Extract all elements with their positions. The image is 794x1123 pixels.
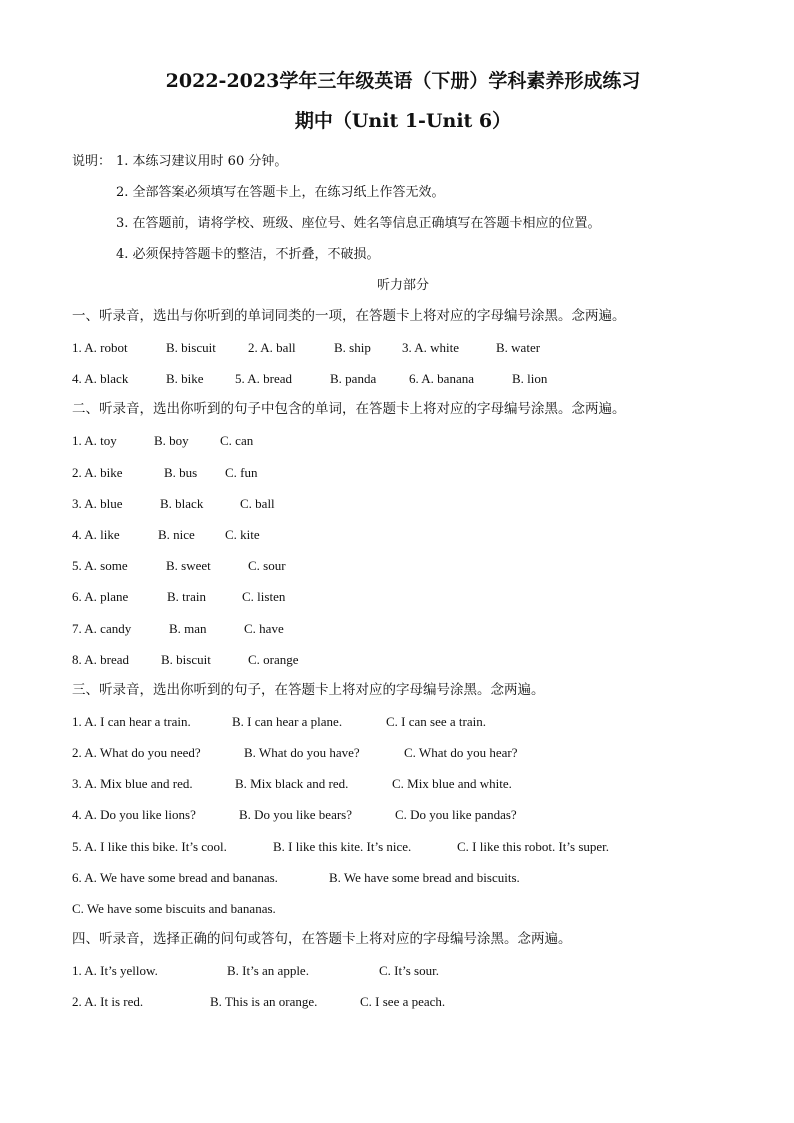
- question-option: 1. A. It’s yellow.: [72, 963, 158, 979]
- question-option: 3. A. blue: [72, 495, 123, 511]
- question-option: B. nice: [158, 526, 195, 542]
- question-option: 6. A. banana: [409, 371, 474, 387]
- question-row: [72, 986, 734, 1017]
- question-option: B. I like this kite. It’s nice.: [273, 838, 412, 854]
- question-option: C. Do you like pandas?: [395, 807, 517, 823]
- question-option: 1. A. robot: [72, 340, 128, 355]
- question-row: [72, 488, 734, 519]
- question-row: [72, 893, 734, 924]
- question-option: B. This is an orange.: [210, 994, 318, 1010]
- question-row: [72, 831, 734, 862]
- question-option: B. What do you have?: [244, 745, 360, 761]
- question-option: 2. A. It is red.: [72, 994, 144, 1010]
- question-row: [72, 644, 734, 675]
- instruction-item: 2. 全部答案必须填写在答题卡上，在练习纸上作答无效。: [116, 185, 445, 200]
- question-row: [72, 363, 734, 394]
- question-option: B. It’s an apple.: [227, 963, 309, 979]
- question-row: [72, 799, 734, 830]
- question-option: 2. A. bike: [72, 464, 123, 480]
- question-row: [72, 613, 734, 644]
- instructions-label: 说明：: [72, 154, 112, 169]
- question-option: C. kite: [225, 526, 260, 542]
- question-row: [72, 706, 734, 737]
- question-option: C. I like this robot. It’s super.: [457, 838, 610, 854]
- question-option: B. biscuit: [161, 651, 211, 667]
- question-option: B. lion: [512, 371, 548, 387]
- question-option: B. man: [169, 620, 207, 636]
- page-subtitle: 期中（Unit 1-Unit 6）: [294, 110, 512, 132]
- instruction-item: 1. 本练习建议用时 60 分钟。: [116, 154, 288, 169]
- page-title: 2022-2023学年三年级英语（下册）学科素养形成练习: [165, 70, 641, 92]
- question-option: C. I see a peach.: [360, 994, 446, 1010]
- question-option: 3. A. white: [402, 340, 460, 355]
- section-2-heading: 二、听录音，选出你听到的句子中包含的单词，在答题卡上将对应的字母编号涂黑。念两遍。: [72, 401, 626, 418]
- question-option: C. Mix blue and white.: [392, 776, 512, 792]
- question-row: [72, 737, 734, 768]
- question-option: 4. A. like: [72, 526, 120, 542]
- question-option: 6. A. plane: [72, 589, 129, 605]
- question-option: 7. A. candy: [72, 620, 132, 636]
- question-option: B. black: [160, 495, 204, 511]
- question-option: 5. A. bread: [235, 371, 293, 387]
- question-option: 5. A. some: [72, 558, 128, 574]
- question-row: [72, 425, 734, 456]
- section-1-heading: 一、听录音，选出与你听到的单词同类的一项，在答题卡上将对应的字母编号涂黑。念两遍。: [72, 308, 626, 324]
- question-option: B. train: [167, 589, 206, 605]
- question-row: [72, 332, 734, 363]
- instructions: [72, 146, 734, 270]
- question-option: B. Mix black and red.: [235, 776, 349, 792]
- question-option: C. orange: [248, 651, 299, 667]
- question-option: 2. A. ball: [248, 340, 296, 355]
- question-option: 1. A. toy: [72, 433, 117, 449]
- question-option: 5. A. I like this bike. It’s cool.: [72, 838, 227, 854]
- question-option: B. We have some bread and biscuits.: [329, 869, 520, 885]
- instruction-item: 4. 必须保持答题卡的整洁，不折叠，不破损。: [116, 247, 380, 262]
- question-option: 8. A. bread: [72, 651, 130, 667]
- question-option: B. boy: [154, 433, 189, 449]
- question-option: C. fun: [225, 464, 258, 480]
- question-option: B. I can hear a plane.: [232, 713, 343, 729]
- question-row: [72, 550, 734, 581]
- question-row: [72, 955, 734, 986]
- question-option: B. panda: [330, 371, 377, 387]
- question-option: C. It’s sour.: [379, 963, 439, 979]
- question-option: C. have: [244, 620, 284, 636]
- question-row: [72, 862, 734, 893]
- question-option: 4. A. Do you like lions?: [72, 807, 196, 823]
- question-option: 6. A. We have some bread and bananas.: [72, 869, 278, 885]
- question-option: C. sour: [248, 558, 286, 574]
- question-option: B. bus: [164, 464, 198, 480]
- question-option: C. can: [220, 433, 254, 449]
- question-option: C. I can see a train.: [386, 713, 486, 729]
- question-option: C. ball: [240, 495, 275, 511]
- question-option: B. biscuit: [166, 340, 216, 355]
- question-option: 4. A. black: [72, 371, 129, 387]
- question-row: [72, 581, 734, 612]
- question-option: 1. A. I can hear a train.: [72, 713, 191, 729]
- listening-section-label: 听力部分: [376, 278, 429, 293]
- question-row: [72, 519, 734, 550]
- question-row: [72, 768, 734, 799]
- question-row: [72, 457, 734, 488]
- question-option: C. What do you hear?: [404, 745, 518, 761]
- question-option: B. Do you like bears?: [239, 807, 353, 823]
- question-option: 2. A. What do you need?: [72, 745, 201, 761]
- question-option: B. ship: [334, 340, 371, 355]
- instruction-item: 3. 在答题前，请将学校、班级、座位号、姓名等信息正确填写在答题卡相应的位置。: [116, 216, 601, 231]
- section-4-heading: 四、听录音，选择正确的问句或答句，在答题卡上将对应的字母编号涂黑。念两遍。: [72, 931, 572, 948]
- section-3-heading: 三、听录音，选出你听到的句子，在答题卡上将对应的字母编号涂黑。念两遍。: [72, 681, 545, 698]
- question-option: 3. A. Mix blue and red.: [72, 776, 193, 792]
- question-option: B. bike: [166, 371, 204, 387]
- question-option: B. sweet: [166, 558, 211, 574]
- question-option: C. listen: [242, 589, 286, 605]
- question-option: B. water: [496, 340, 541, 355]
- question-option: C. We have some biscuits and bananas.: [72, 901, 276, 916]
